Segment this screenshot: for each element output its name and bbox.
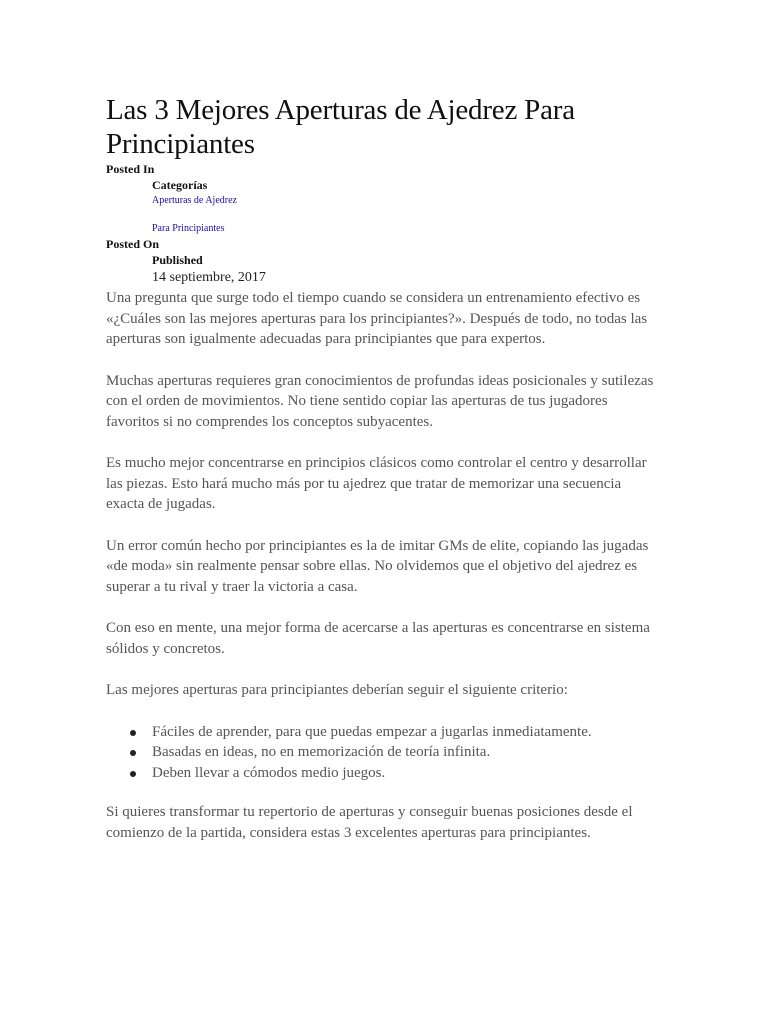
list-item xyxy=(130,722,662,743)
list-item-text: Fáciles de aprender, para que puedas empezar a jugarlas inmediatamente. xyxy=(152,723,592,740)
posted-on-label: Posted On xyxy=(106,237,160,251)
category-link-aperturas[interactable]: Aperturas de Ajedrez xyxy=(152,195,237,206)
article-body xyxy=(106,288,662,843)
categories-label: Categorías xyxy=(152,178,208,192)
published-label: Published xyxy=(152,253,203,267)
list-item xyxy=(130,742,662,763)
paragraph: Es mucho mejor concentrarse en principios clásicos como controlar el centro y desarrollar las piezas. Esto hará mucho más por tu ajedrez que tratar de memorizar una secuencia exacta de jugadas. xyxy=(106,455,647,512)
bullet-icon xyxy=(130,730,136,736)
paragraph: Con eso en mente, una mejor forma de acercarse a las aperturas es concentrarse en sistema sólidos y concretos. xyxy=(106,620,650,657)
category-link-principiantes[interactable]: Para Principiantes xyxy=(152,223,225,234)
published-date: 14 septiembre, 2017 xyxy=(152,270,266,285)
posted-in-label: Posted In xyxy=(106,162,155,176)
published-block xyxy=(106,252,662,287)
paragraph: Las mejores aperturas para principiantes deberían seguir el siguiente criterio: xyxy=(106,682,568,698)
paragraph: Un error común hecho por principiantes es la de imitar GMs de elite, copiando las jugadas «de moda» sin realmente pensar sobre ellas. No olvidemos que el objetivo del ajedrez es superar a tu rival y traer la victoria a casa. xyxy=(106,537,649,595)
criteria-list xyxy=(106,722,662,784)
paragraph: Una pregunta que surge todo el tiempo cuando se considera un entrenamiento efectivo es «¿Cuáles son las mejores aperturas para los principiantes?». Después de todo, no todas las aperturas son igualmente adecuadas para principiantes que para expertos. xyxy=(106,290,648,347)
list-item-text: Deben llevar a cómodos medio juegos. xyxy=(152,764,386,781)
closing-paragraph: Si quieres transformar tu repertorio de aperturas y conseguir buenas posiciones desde el comienzo de la partida, considera estas 3 excelentes aperturas para principiantes. xyxy=(106,804,633,841)
paragraph: Muchas aperturas requieres gran conocimientos de profundas ideas posicionales y sutilezas con el orden de movimientos. No tiene sentido copiar las aperturas de tus jugadores favoritos si no comprendes los conceptos subyacentes. xyxy=(106,372,654,430)
bullet-icon xyxy=(130,771,136,777)
article xyxy=(106,93,662,864)
article-title: Las 3 Mejores Aperturas de Ajedrez Para Principiantes xyxy=(106,94,575,160)
bullet-icon xyxy=(130,750,136,756)
list-item xyxy=(130,763,662,784)
list-item-text: Basadas en ideas, no en memorización de teoría infinita. xyxy=(152,744,491,760)
post-meta xyxy=(106,161,662,287)
categories-block xyxy=(106,177,662,236)
